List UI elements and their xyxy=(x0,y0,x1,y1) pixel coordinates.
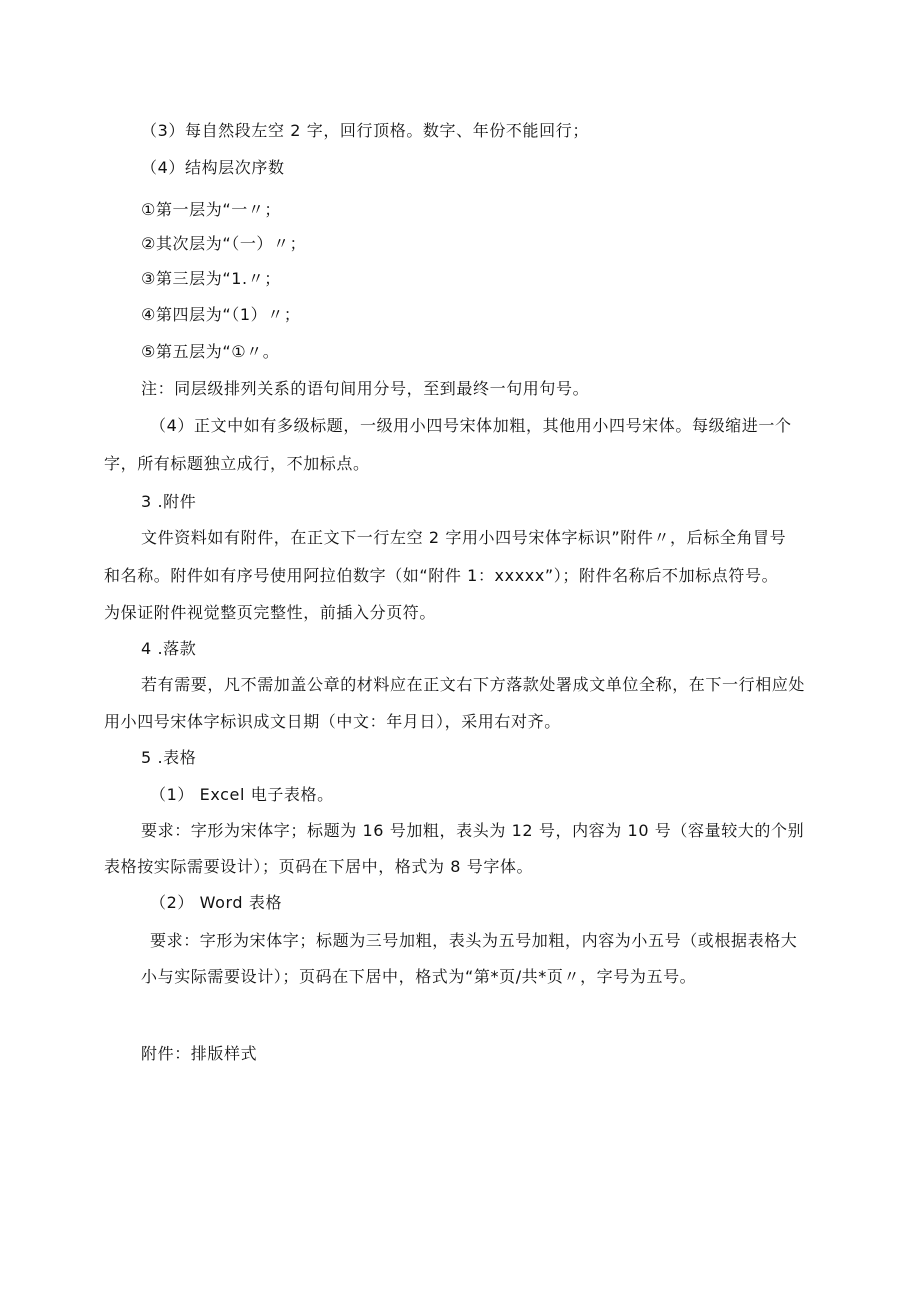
signature-rule-line1: 若有需要，凡不需加盖公章的材料应在正文右下方落款处署成文单位全称，在下一行相应处 xyxy=(141,675,806,694)
multi-level-heading-rule-line1: （4）正文中如有多级标题，一级用小四号宋体加粗，其他用小四号宋体。每级缩进一个 xyxy=(150,416,792,435)
word-requirement-line2: 小与实际需要设计）；页码在下居中，格式为“第*页/共*页〃，字号为五号。 xyxy=(141,967,697,986)
attachment-label: 附件：排版样式 xyxy=(141,1044,258,1063)
para-4-structure-heading: （4）结构层次序数 xyxy=(141,158,285,177)
level-5-item: ⑤第五层为“①〃。 xyxy=(141,342,280,361)
level-2-item: ②其次层为“（一）〃； xyxy=(141,234,307,253)
multi-level-heading-rule-line2: 字，所有标题独立成行，不加标点。 xyxy=(104,454,370,473)
level-4-item: ④第四层为“（1）〃； xyxy=(141,305,301,324)
excel-requirement-line2: 表格按实际需要设计）；页码在下居中，格式为 8 号字体。 xyxy=(104,857,534,876)
attachment-rule-line1: 文件资料如有附件，在正文下一行左空 2 字用小四号宋体字标识”附件〃，后标全角冒号 xyxy=(141,528,787,547)
section-3-heading: 3 .附件 xyxy=(141,492,197,511)
para-3-indent-rule: （3）每自然段左空 2 字，回行顶格。数字、年份不能回行； xyxy=(141,121,589,140)
word-table-heading: （2） Word 表格 xyxy=(150,893,283,912)
attachment-rule-line2: 和名称。附件如有序号使用阿拉伯数字（如“附件 1：xxxxx”）；附件名称后不加标点符号。 xyxy=(104,566,779,585)
excel-requirement-line1: 要求：字形为宋体字；标题为 16 号加粗，表头为 12 号，内容为 10 号（容量较大的个别 xyxy=(141,821,805,840)
word-requirement-line1: 要求：字形为宋体字；标题为三号加粗，表头为五号加粗，内容为小五号（或根据表格大 xyxy=(150,931,798,950)
section-4-heading: 4 .落款 xyxy=(141,639,197,658)
excel-table-heading: （1） Excel 电子表格。 xyxy=(150,785,334,804)
attachment-rule-line3: 为保证附件视觉整页完整性，前插入分页符。 xyxy=(104,603,437,622)
level-3-item: ③第三层为“1.〃； xyxy=(141,269,281,288)
level-1-item: ①第一层为“一〃； xyxy=(141,200,282,219)
signature-rule-line2: 用小四号宋体字标识成文日期（中文：年月日），采用右对齐。 xyxy=(104,712,561,731)
section-5-heading: 5 .表格 xyxy=(141,748,197,767)
note-line: 注：同层级排列关系的语句间用分号，至到最终一句用句号。 xyxy=(141,379,590,398)
